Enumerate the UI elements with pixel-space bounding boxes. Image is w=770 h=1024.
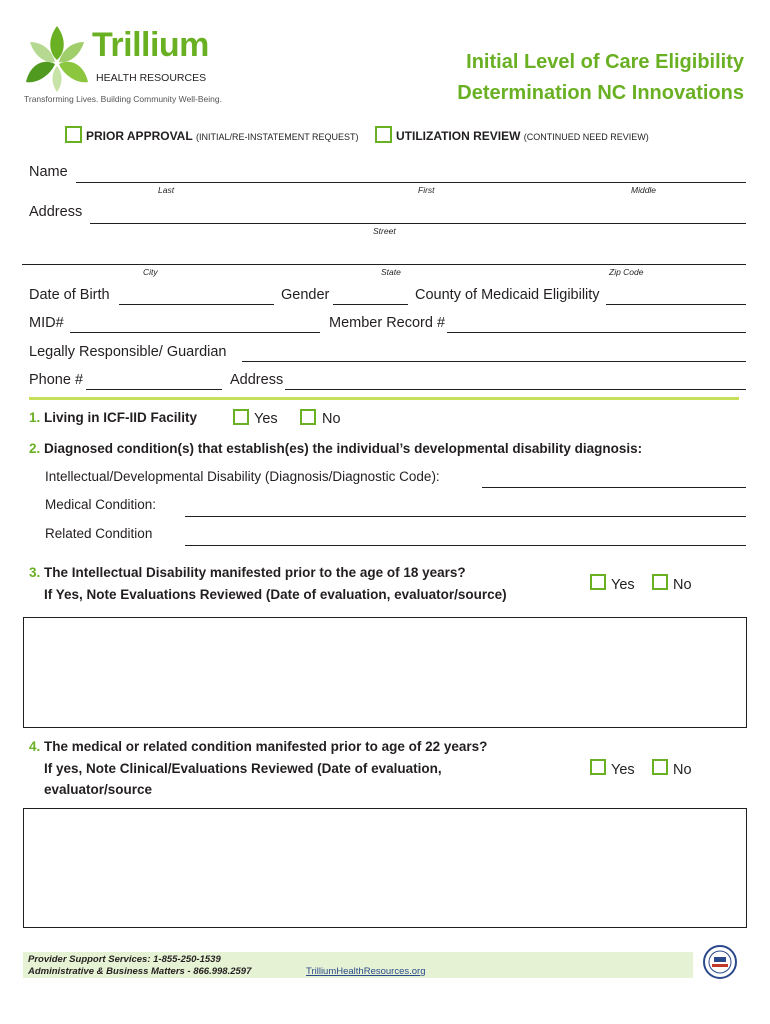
phone-label: Phone # [29,372,84,388]
mid-field[interactable] [70,332,320,333]
q4-yes-label: Yes [611,762,635,778]
guardian-address-label: Address [230,372,284,388]
section-divider [29,397,739,400]
utilization-review-checkbox[interactable] [375,126,392,143]
q4-no-checkbox[interactable] [652,759,668,775]
utilization-review-detail: (CONTINUED NEED REVIEW) [523,132,649,142]
question-4-line3: evaluator/source [44,782,153,797]
county-label: County of Medicaid Eligibility [415,287,600,303]
member-record-field[interactable] [447,332,746,333]
utilization-review-label: UTILIZATION REVIEW [396,129,521,143]
question-1-number: 1. [29,410,41,425]
q1-yes-checkbox[interactable] [233,409,249,425]
q3-no-checkbox[interactable] [652,574,668,590]
accreditation-seal-icon [703,945,737,979]
guardian-field[interactable] [242,361,746,362]
prior-approval-detail: (INITIAL/RE-INSTATEMENT REQUEST) [196,132,359,142]
county-field[interactable] [606,304,746,305]
question-3-line2: If Yes, Note Evaluations Reviewed (Date of evaluation, evaluator/source) [44,587,507,602]
medical-condition-field[interactable] [185,516,746,517]
dob-field[interactable] [119,304,274,305]
question-4-number: 4. [29,739,41,754]
first-caption: First [418,185,435,195]
prior-approval-label: PRIOR APPROVAL [86,129,193,143]
question-3-line1: The Intellectual Disability manifested prior to the age of 18 years? [44,565,466,580]
name-field[interactable] [76,182,746,183]
brand-tagline: Transforming Lives. Building Community Well-Being. [24,94,222,104]
street-caption: Street [373,226,396,236]
footer-website-link[interactable]: TrilliumHealthResources.org [306,966,426,977]
state-caption: State [381,267,401,277]
idd-label: Intellectual/Developmental Disability (Diagnosis/Diagnostic Code): [45,469,440,484]
footer-admin: Administrative & Business Matters - 866.998.2597 [28,966,252,977]
question-4-line2: If yes, Note Clinical/Evaluations Reviewed (Date of evaluation, [44,761,442,776]
gender-field[interactable] [333,304,408,305]
q1-yes-label: Yes [254,411,278,427]
phone-field[interactable] [86,389,222,390]
question-2 [29,441,642,456]
member-record-label: Member Record # [329,315,446,331]
related-condition-field[interactable] [185,545,746,546]
brand-subtitle: HEALTH RESOURCES [96,72,207,84]
q4-yes-checkbox[interactable] [590,759,606,775]
form-title-line2: Determination NC Innovations [457,82,744,104]
q1-no-checkbox[interactable] [300,409,316,425]
q3-evaluations-textarea[interactable] [23,617,747,728]
mid-label: MID# [29,315,64,331]
question-3-number: 3. [29,565,41,580]
gender-label: Gender [281,287,330,303]
question-1-text: Living in ICF-IID Facility [44,410,198,425]
trillium-flower-icon [22,24,92,94]
question-4-line1: The medical or related condition manifested prior to age of 22 years? [44,739,488,754]
address-label: Address [29,204,83,220]
medical-condition-label: Medical Condition: [45,497,157,512]
city-caption: City [143,267,158,277]
question-2-number: 2. [29,441,41,456]
footer-support: Provider Support Services: 1-855-250-1539 [28,954,221,965]
prior-approval-option [86,129,359,143]
city-state-zip-field[interactable] [22,264,746,265]
street-field[interactable] [90,223,746,224]
question-1 [29,410,197,425]
last-caption: Last [158,185,175,195]
guardian-label: Legally Responsible/ Guardian [29,344,227,360]
question-2-text: Diagnosed condition(s) that establish(es) the individual’s developmental disability diagnosis: [44,441,643,456]
name-label: Name [29,164,68,180]
form-title-line1: Initial Level of Care Eligibility [466,51,744,73]
question-4 [29,739,487,754]
q4-no-label: No [673,762,692,778]
q3-yes-checkbox[interactable] [590,574,606,590]
q4-clinical-textarea[interactable] [23,808,747,928]
brand-name: Trillium [92,26,209,64]
utilization-review-option [396,129,649,143]
q3-yes-label: Yes [611,577,635,593]
middle-caption: Middle [631,185,657,195]
prior-approval-checkbox[interactable] [65,126,82,143]
q1-no-label: No [322,411,341,427]
guardian-address-field[interactable] [285,389,746,390]
idd-field[interactable] [482,487,746,488]
question-3 [29,565,466,580]
related-condition-label: Related Condition [45,526,153,541]
q3-no-label: No [673,577,692,593]
zip-caption: Zip Code [609,267,644,277]
dob-label: Date of Birth [29,287,110,303]
